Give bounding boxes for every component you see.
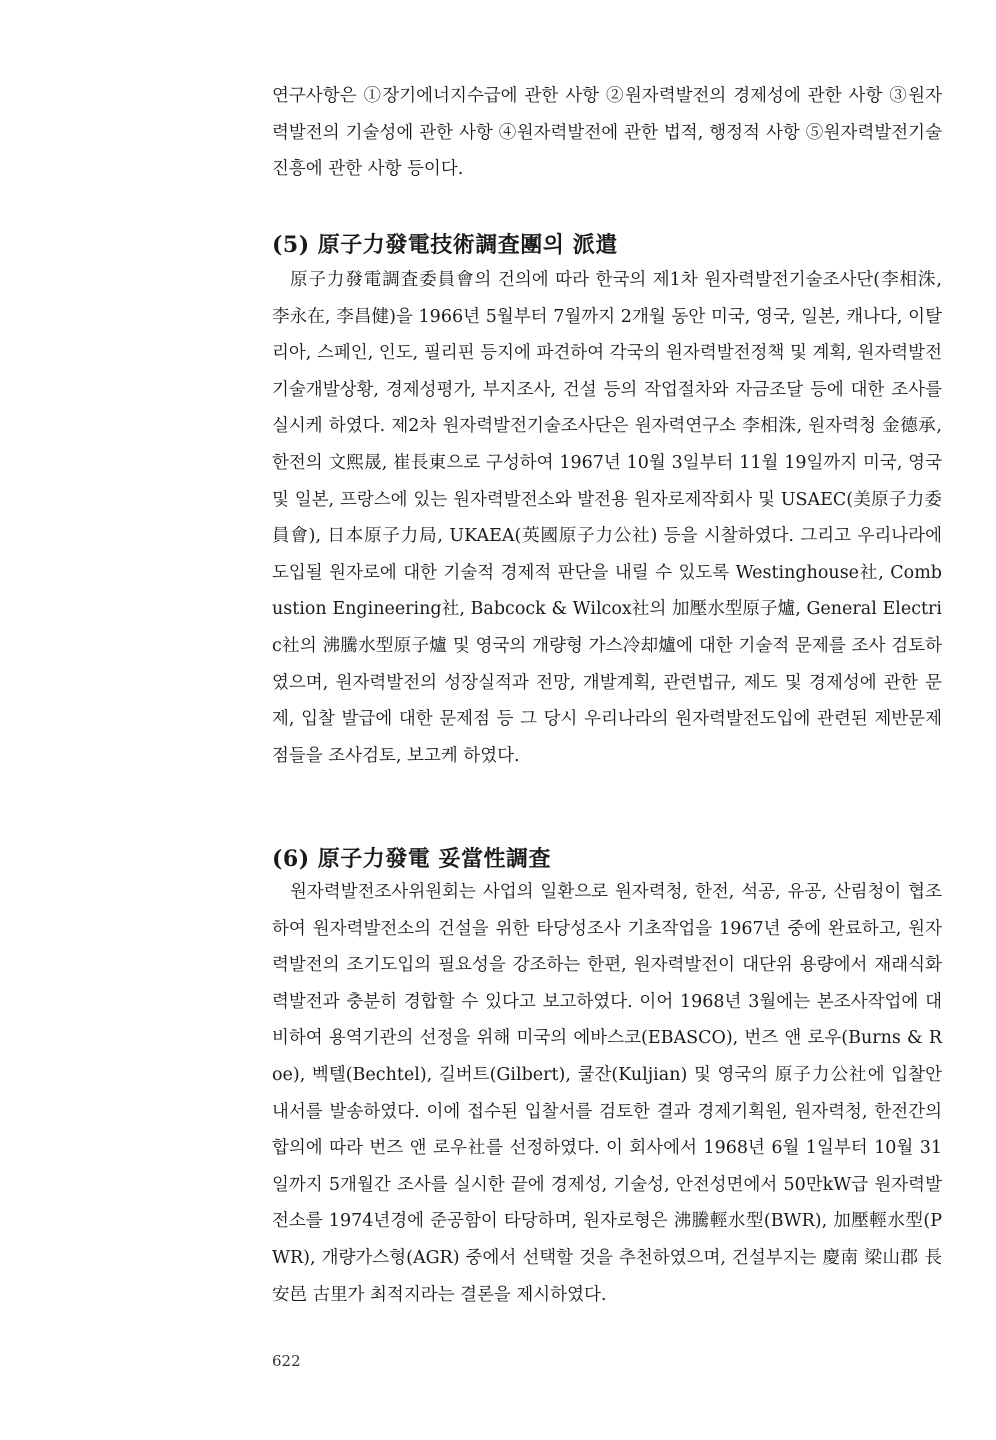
section-5-block — [272, 262, 942, 774]
section-6-body: 원자력발전조사위원회는 사업의 일환으로 원자력청, 한전, 석공, 유공, 산림청이 협조하여 원자력발전소의 건설을 위한 타당성조사 기초작업을 1967년 중에 완료하고, 원자력발전의 조기도입의 필요성을 강조하는 한편, 원자력발전이 대단위 용량에서 재래식화력발전과 충분히 경합할 수 있다고 보고하였다. 이어 1968년 3월에는 본조사작업에 대비하여 용역기관의 선정을 위해 미국의 에바스코(EBASCO), 번즈 앤 로우(Burns & Roe), 벡텔(Bechtel), 길버트(Gilbert), 쿨잔(Kuljian) 및 영국의 原子力公社에 입찰안내서를 발송하였다. 이에 접수된 입찰서를 검토한 결과 경제기획원, 원자력청, 한전간의 합의에 따라 번즈 앤 로우社를 선정하였다. 이 회사에서 1968년 6월 1일부터 10월 31일까지 5개월간 조사를 실시한 끝에 경제성, 기술성, 안전성면에서 50만kW급 원자력발전소를 1974년경에 준공함이 타당하며, 원자로형은 沸騰輕水型(BWR), 加壓輕水型(PWR), 개량가스형(AGR) 중에서 선택할 것을 추천하였으며, 건설부지는 慶南 梁山郡 長安邑 古里가 최적지라는 결론을 제시하였다. — [272, 882, 942, 1305]
section-6-heading: (6) 原子力發電 妥當性調査 — [272, 846, 551, 872]
intro-paragraph: 연구사항은 ①장기에너지수급에 관한 사항 ②원자력발전의 경제성에 관한 사항 ③원자력발전의 기술성에 관한 사항 ④원자력발전에 관한 법적, 행정적 사항 ⑤원자력발전기술진흥에 관한 사항 등이다. — [272, 86, 942, 180]
section-5-heading: (5) 原子力發電技術調査團의 派遣 — [272, 232, 618, 258]
page-number: 622 — [272, 1352, 301, 1370]
section-6-block — [272, 874, 942, 1313]
intro-block — [272, 78, 942, 188]
section-5-body: 原子力發電調査委員會의 건의에 따라 한국의 제1차 원자력발전기술조사단(李相洙, 李永在, 李昌健)을 1966년 5월부터 7월까지 2개월 동안 미국, 영국, 일본, 캐나다, 이탈리아, 스페인, 인도, 필리핀 등지에 파견하여 각국의 원자력발전정책 및 계획, 원자력발전 기술개발상황, 경제성평가, 부지조사, 건설 등의 작업절차와 자금조달 등에 대한 조사를 실시케 하였다. 제2차 원자력발전기술조사단은 원자력연구소 李相洙, 원자력청 金德承, 한전의 文熙晟, 崔長東으로 구성하여 1967년 10월 3일부터 11월 19일까지 미국, 영국 및 일본, 프랑스에 있는 원자력발전소와 발전용 원자로제작회사 및 USAEC(美原子力委員會), 日本原子力局, UKAEA(英國原子力公社) 등을 시찰하였다. 그리고 우리나라에 도입될 원자로에 대한 기술적 경제적 판단을 내릴 수 있도록 Westinghouse社, Combustion Engineering社, Babcock & Wilcox社의 加壓水型原子爐, General Electric社의 沸騰水型原子爐 및 영국의 개량형 가스冷却爐에 대한 기술적 문제를 조사 검토하였으며, 원자력발전의 성장실적과 전망, 개발계획, 관련법규, 제도 및 경제성에 관한 문제, 입찰 발급에 대한 문제점 등 그 당시 우리나라의 원자력발전도입에 관련된 제반문제점들을 조사검토, 보고케 하였다. — [272, 270, 942, 766]
